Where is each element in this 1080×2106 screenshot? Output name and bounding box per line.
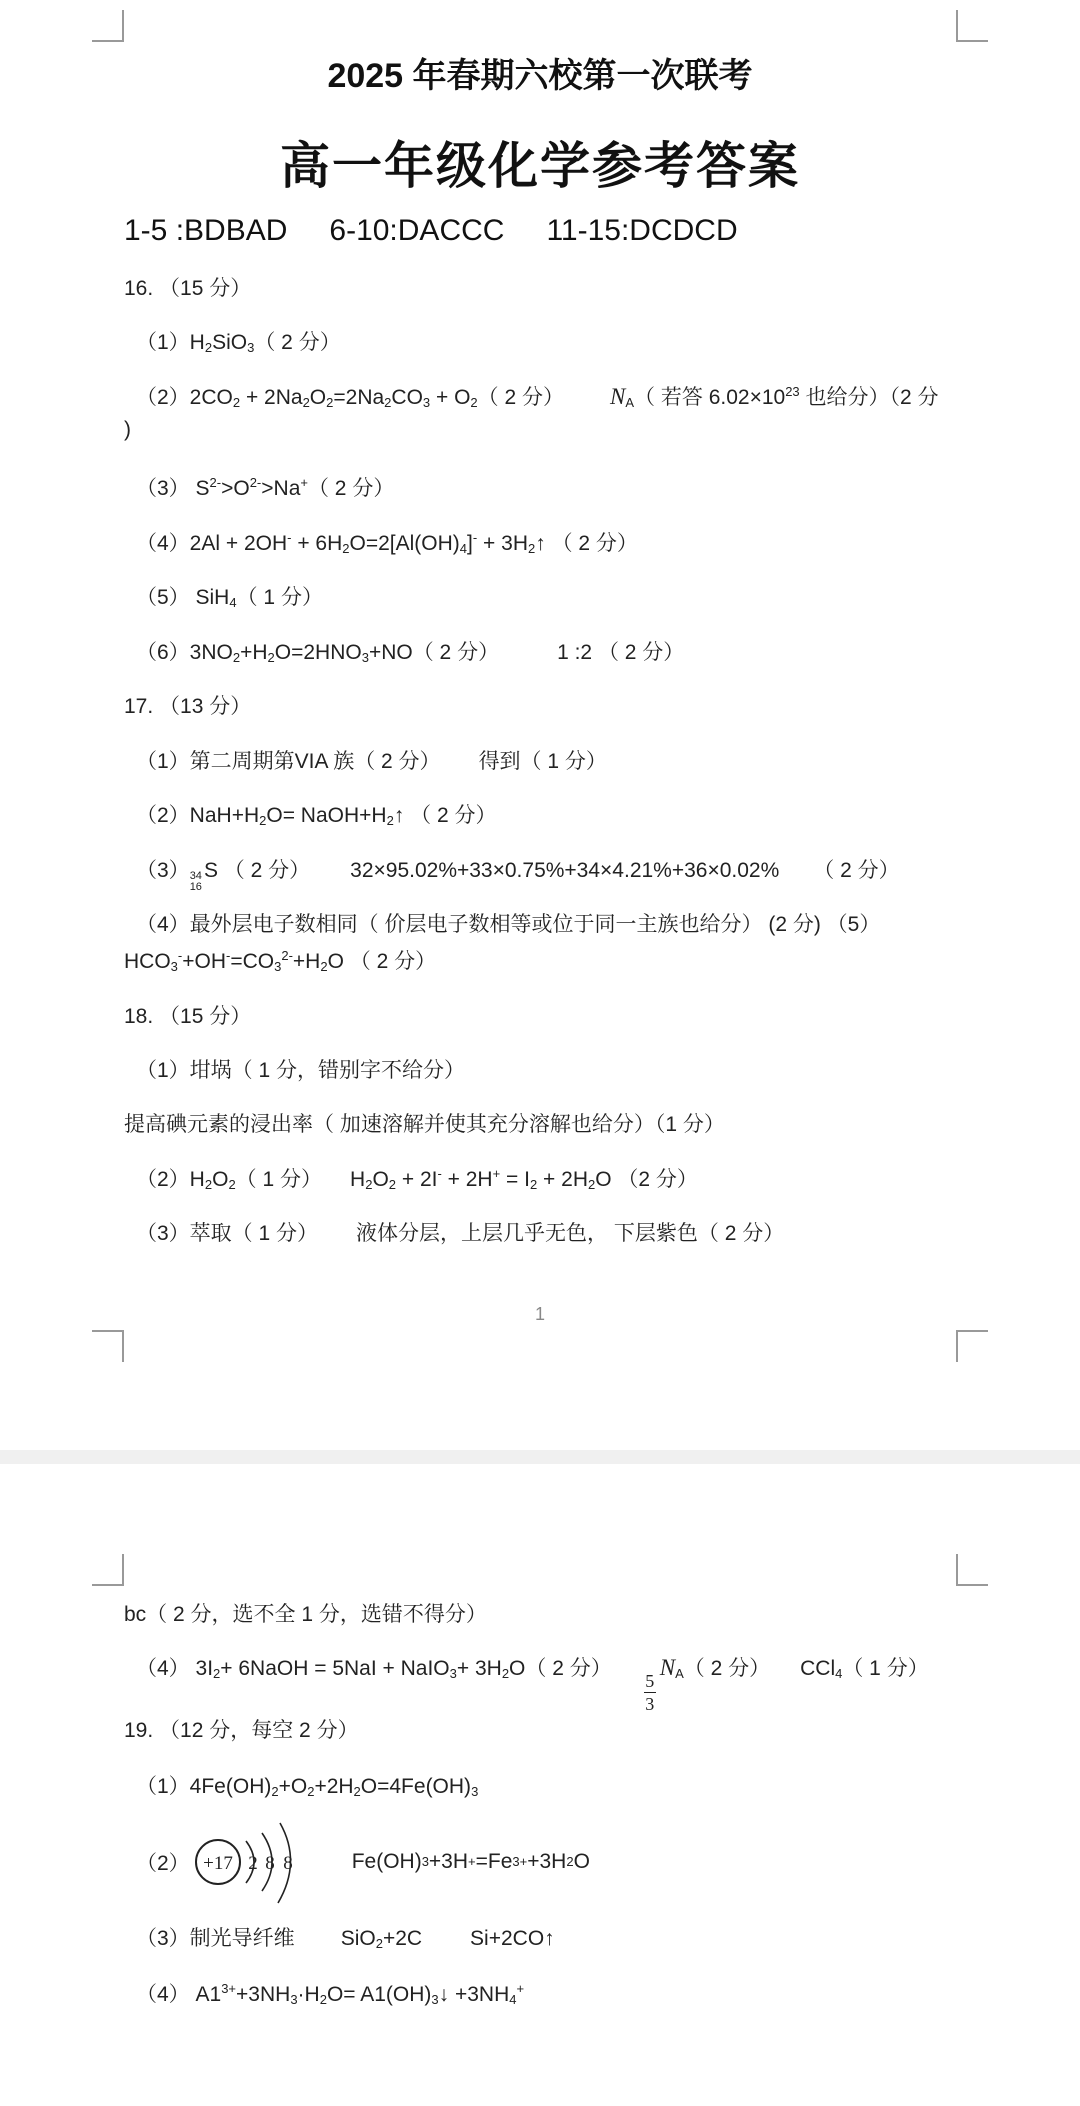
electron-shell-count: 2 — [247, 1853, 258, 1874]
mc-range-1: 1-5 :BDBAD — [124, 214, 288, 247]
q19-part-4: （4） $A1^{3+}+3NH_3\cdot H_2O=$ $A1(OH)_3↓ +3NH_4^+$ — [136, 1981, 525, 2007]
page-number: 1 — [534, 1304, 545, 1324]
q16-part-4: $(4)2Al + 2OH^- + 6H_2O=2[Al(OH)_4]^-$ + $3H_2↑$ （ 2 分） — [136, 530, 638, 556]
electron-shell-count: 8 — [264, 1853, 275, 1874]
fraction: $\frac{5}{3}$ — [645, 1671, 655, 1714]
page-corner-mark — [92, 10, 124, 42]
question-19-heading: 19. （12 分，每空 2 分） — [124, 1719, 359, 1742]
page-corner-mark — [956, 1330, 988, 1362]
isotope-notation: 34 16 — [189, 870, 202, 893]
q18-part-1: （1）坩埚（ 1 分，错别字不给分） — [136, 1059, 466, 1082]
q18-part-3: （3）萃取（ 1 分） 液体分层，上层几乎无色， 下层紫色（ 2 分） — [136, 1222, 785, 1245]
q18-part-3-continued: bc（ 2 分，选不全 1 分，选错不得分） — [124, 1603, 487, 1626]
q16-part-6: $(6)3NO_2+H_2O=2HNO_3+NO$（ 2 分） 1 :2 （ 2 分） — [136, 641, 685, 665]
q19-part-2: （2） +17 2 8 8 Fe(OH) 3 +3H + =Fe 3+ +3H 2 O — [136, 1822, 590, 1902]
q18-part-1-continued: 提高碘元素的浸出率（ 加速溶解并使其充分溶解也给分）（1 分） — [124, 1113, 725, 1136]
atomic-structure-diagram — [190, 1819, 310, 1905]
q17-part-4: （4）最外层电子数相同（ 价层电子数相等或位于同一主族也给分） (2 分) （5） — [136, 913, 881, 936]
q16-part-1: $(1)H_2SiO_3$（ 2 分） — [136, 331, 341, 355]
q18-part-4: （4） $3I_2+$ 6NaOH = 5NaI + NaIO$_3$+ $3H_2O$（ 2 分） $\frac{5}{3}$ $N_A$（ 2 分） CCl$_4$（ 1 分） — [136, 1655, 929, 1714]
mc-range-2: 6-10:DACCC — [329, 214, 505, 247]
page-corner-mark — [956, 1554, 988, 1586]
q17-part-5: $HCO_3^-+OH^-=CO_3^{2-}+H_2O$ （ 2 分） — [124, 948, 437, 974]
page-corner-mark — [92, 1330, 124, 1362]
q17-part-1: （1）第二周期第VIA 族（ 2 分） 得到（ 1 分） — [136, 750, 607, 773]
nucleus-charge: +17 — [202, 1853, 233, 1874]
q17-part-2: $(2)NaH+H_2O=$ $NaOH+H_2↑$ （ 2 分） — [136, 804, 497, 828]
exam-title: 2025 年春期六校第一次联考 — [327, 57, 753, 95]
q17-part-3: （3） 34 16 S （ 2 分） 32×95.02%+33×0.75%+34×4.21%+36×0.02% （ 2 分） — [136, 859, 900, 893]
page-corner-mark — [92, 1554, 124, 1586]
question-17-heading: 17. （13 分） — [124, 695, 252, 718]
page-corner-mark — [956, 10, 988, 42]
q16-part-2-wrap: ) — [124, 418, 131, 441]
mc-range-3: 11-15:DCDCD — [546, 214, 738, 247]
q18-part-2: $(2)H_2O_2$（ 1 分） $H_2O_2 + 2I^- + 2H^+ = I_2 + 2H_2O$ （2 分） — [136, 1166, 698, 1192]
document-title: 高一年级化学参考答案 — [280, 138, 800, 194]
q19-part-3: （3）制光导纤维 SiO$_2$+2C Si+2CO↑ — [136, 1927, 555, 1951]
question-18-heading: 18. （15 分） — [124, 1005, 252, 1028]
q19-part-1: $(1)4Fe(OH)_2+O_2+2H_2O=4Fe(OH)_3$ — [136, 1775, 479, 1799]
q16-part-2: $(2)2CO_2 + 2Na_2O_2=2Na_2CO_3 + O_2$（ 2 分） $N_A$（ 若答 $6.02\times 10^{23}$ 也给分）（2 分 — [136, 384, 939, 410]
q16-part-3: （3） $S^{2-}>O^{2-}>Na^+$（ 2 分） — [136, 475, 395, 500]
multiple-choice-answers — [124, 214, 780, 248]
electron-shell-count: 8 — [282, 1853, 293, 1874]
document-page-2 — [0, 1464, 1080, 2106]
q16-part-5: （5） SiH$_4$（ 1 分） — [136, 586, 323, 610]
question-16-heading: 16. （15 分） — [124, 277, 252, 300]
